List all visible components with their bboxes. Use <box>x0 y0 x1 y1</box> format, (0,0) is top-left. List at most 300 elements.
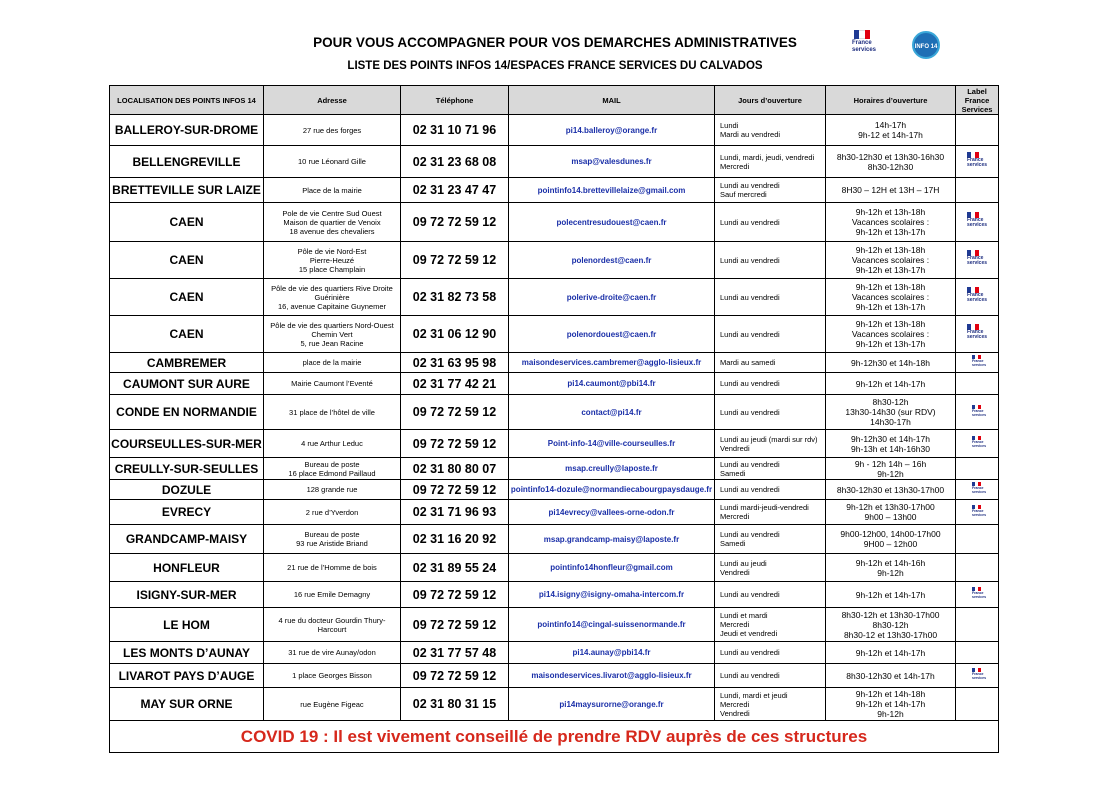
cell-jours <box>715 664 826 688</box>
text-line: 9h-12 et 14h-17h <box>858 130 923 140</box>
badge-text-line2: services <box>972 595 987 600</box>
cell-telephone: 09 72 72 59 12 <box>401 430 509 458</box>
text-line: Pierre-Heuzé <box>309 255 355 265</box>
cell-adresse <box>264 608 401 642</box>
text-line: 8h30-12h <box>872 397 909 407</box>
col-header-telephone: Téléphone <box>401 86 509 115</box>
text-line: 9h-12h et 13h-18h <box>855 207 926 217</box>
cell-localisation: GRANDCAMP-MAISY <box>110 525 264 554</box>
cell-telephone: 09 72 72 59 12 <box>401 480 509 500</box>
cell-adresse <box>264 115 401 146</box>
france-services-badge-icon <box>965 287 989 307</box>
text-line: Mercredi <box>720 699 750 709</box>
text-line: 8h30-12h30 et 13h30-17h00 <box>836 484 945 495</box>
text-line: 16 rue Emile Demagny <box>293 590 371 599</box>
text-line: Vendredi <box>720 708 750 718</box>
cell-label <box>956 554 999 582</box>
text-line: 9h-12h et 14h-16h <box>855 557 926 568</box>
cell-horaires <box>826 242 956 279</box>
badge-text-line1: France <box>972 591 984 596</box>
text-line: Vendredi <box>720 443 750 453</box>
text-line: 9h-12h et 13h-17h <box>855 227 926 237</box>
cell-label <box>956 458 999 480</box>
table-row <box>110 178 999 203</box>
text-line: 4 rue du docteur Gourdin Thury-Harcourt <box>278 615 386 634</box>
cell-telephone: 09 72 72 59 12 <box>401 664 509 688</box>
text-line: Lundi, mardi et jeudi <box>720 690 788 700</box>
table-row <box>110 430 999 458</box>
text-line: 5, rue Jean Racine <box>300 338 364 348</box>
cell-jours <box>715 279 826 316</box>
cell-jours <box>715 115 826 146</box>
cell-mail[interactable]: msap.creully@laposte.fr <box>509 458 715 480</box>
text-line: Lundi, mardi, jeudi, vendredi <box>720 152 815 162</box>
cell-jours <box>715 353 826 373</box>
text-line: Samedi <box>720 539 746 548</box>
text-line: Mardi au vendredi <box>720 130 781 139</box>
cell-mail[interactable]: polecentresudouest@caen.fr <box>509 203 715 242</box>
text-line: rue Eugène Figeac <box>300 699 364 709</box>
cell-mail[interactable]: pi14evrecy@vallees-orne-odon.fr <box>509 500 715 525</box>
text-line: Jeudi et vendredi <box>720 629 778 638</box>
cell-telephone: 02 31 16 20 92 <box>401 525 509 554</box>
text-line: 9h-12h et 14h-17h <box>855 589 926 600</box>
cell-mail[interactable]: maisondeservices.cambremer@agglo-lisieux.fr <box>509 353 715 373</box>
logo-text-line1: France <box>852 40 872 46</box>
table-row <box>110 608 999 642</box>
france-services-badge-icon <box>970 505 987 519</box>
france-services-badge-icon <box>970 355 987 369</box>
cell-jours <box>715 242 826 279</box>
cell-telephone: 09 72 72 59 12 <box>401 242 509 279</box>
france-services-badge-icon <box>965 250 989 270</box>
cell-mail[interactable]: polerive-droite@caen.fr <box>509 279 715 316</box>
cell-telephone: 02 31 80 31 15 <box>401 688 509 721</box>
cell-label <box>956 688 999 721</box>
badge-text-line1: France <box>972 486 984 491</box>
text-line: Mercredi <box>720 161 750 171</box>
cell-localisation: CAEN <box>110 203 264 242</box>
covid-row <box>110 721 999 753</box>
table-row <box>110 688 999 721</box>
cell-localisation: CAEN <box>110 279 264 316</box>
france-services-badge-icon <box>970 405 987 419</box>
cell-label <box>956 642 999 664</box>
flag-icon <box>854 30 870 39</box>
cell-jours <box>715 373 826 395</box>
cell-localisation: BALLEROY-SUR-DROME <box>110 115 264 146</box>
text-line: place de la mairie <box>302 358 362 367</box>
cell-label <box>956 242 999 279</box>
cell-horaires <box>826 525 956 554</box>
text-line: Mercredi <box>720 620 750 629</box>
text-line: Vacances scolaires : <box>851 329 930 339</box>
cell-localisation: CONDE EN NORMANDIE <box>110 395 264 430</box>
table-row <box>110 203 999 242</box>
badge-text-line2: services <box>972 363 987 368</box>
text-line: Maison de quartier de Venoix <box>283 217 381 227</box>
cell-jours <box>715 554 826 582</box>
text-line: 15 place Champlain <box>298 264 366 274</box>
cell-horaires <box>826 608 956 642</box>
cell-label <box>956 582 999 608</box>
cell-label <box>956 115 999 146</box>
cell-localisation: CREULLY-SUR-SEULLES <box>110 458 264 480</box>
cell-telephone: 09 72 72 59 12 <box>401 395 509 430</box>
text-line: 9h00 – 13h00 <box>864 512 917 522</box>
cell-jours <box>715 480 826 500</box>
cell-localisation: BRETTEVILLE SUR LAIZE <box>110 178 264 203</box>
cell-adresse <box>264 430 401 458</box>
cell-mail[interactable]: polenordouest@caen.fr <box>509 316 715 353</box>
badge-text-line1: France <box>972 508 984 513</box>
cell-telephone: 02 31 71 96 93 <box>401 500 509 525</box>
cell-horaires <box>826 582 956 608</box>
cell-telephone: 02 31 23 47 47 <box>401 178 509 203</box>
cell-adresse <box>264 525 401 554</box>
text-line: 9h-12h et 13h-17h <box>855 339 926 349</box>
table-header-row <box>110 86 999 115</box>
badge-text-line2: services <box>972 412 987 417</box>
table-row <box>110 480 999 500</box>
text-line: 16, avenue Capitaine Guynemer <box>278 301 386 311</box>
table-row <box>110 242 999 279</box>
text-line: 13h30-14h30 (sur RDV) <box>845 407 936 417</box>
cell-jours <box>715 146 826 178</box>
text-line: Lundi <box>720 121 739 130</box>
badge-text-line1: France <box>967 217 984 223</box>
cell-label <box>956 430 999 458</box>
cell-mail[interactable]: pi14maysurorne@orange.fr <box>509 688 715 721</box>
cell-adresse <box>264 279 401 316</box>
cell-horaires <box>826 642 956 664</box>
cell-label <box>956 500 999 525</box>
cell-adresse <box>264 500 401 525</box>
cell-horaires <box>826 203 956 242</box>
cell-jours <box>715 642 826 664</box>
text-line: 8h30-12h30 et 13h30-16h30 <box>836 151 945 162</box>
text-line: Lundi au vendredi <box>720 407 780 417</box>
cell-mail[interactable]: Point-info-14@ville-courseulles.fr <box>509 430 715 458</box>
text-line: Lundi au vendredi <box>720 671 780 680</box>
badge-text-line1: France <box>972 440 984 445</box>
text-line: Lundi au jeudi <box>720 558 767 568</box>
cell-mail[interactable]: contact@pi14.fr <box>509 395 715 430</box>
badge-text-line1: France <box>972 408 984 413</box>
cell-mail[interactable]: msap@valesdunes.fr <box>509 146 715 178</box>
cell-localisation: MAY SUR ORNE <box>110 688 264 721</box>
cell-telephone: 02 31 77 42 21 <box>401 373 509 395</box>
badge-text-line2: services <box>972 490 987 495</box>
point-info-14-logo <box>911 30 941 60</box>
col-header-adresse: Adresse <box>264 86 401 115</box>
cell-label <box>956 525 999 554</box>
cell-jours <box>715 458 826 480</box>
cell-localisation: ISIGNY-SUR-MER <box>110 582 264 608</box>
cell-horaires <box>826 316 956 353</box>
cell-horaires <box>826 279 956 316</box>
text-line: 9h-12h30 et 14h-17h <box>851 433 930 444</box>
badge-text-line2: services <box>967 161 988 168</box>
text-line: Lundi mardi-jeudi-vendredi <box>720 503 809 512</box>
cell-adresse <box>264 203 401 242</box>
text-line: 2 rue d’Yverdon <box>305 507 359 517</box>
table-row <box>110 146 999 178</box>
text-line: 9h - 12h 14h – 16h <box>854 458 927 469</box>
text-line: 9h-12h et 13h-18h <box>855 282 926 292</box>
text-line: 8h30-12h30 <box>867 161 914 172</box>
badge-text-line2: services <box>972 676 987 681</box>
text-line: 9h-13h et 14h-16h30 <box>851 443 930 454</box>
cell-mail[interactable]: msap.grandcamp-maisy@laposte.fr <box>509 525 715 554</box>
badge-text-line1: France <box>967 292 984 298</box>
cell-mail[interactable]: pointinfo14-dozule@normandiecabourgpaysdauge.fr <box>509 480 715 500</box>
cell-label <box>956 279 999 316</box>
cell-localisation: LE HOM <box>110 608 264 642</box>
text-line: Lundi au vendredi <box>720 329 780 339</box>
cell-label <box>956 664 999 688</box>
cell-horaires <box>826 115 956 146</box>
text-line: Lundi au vendredi <box>720 181 780 190</box>
badge-text-line1: France <box>967 156 984 163</box>
cell-mail[interactable]: pi14.caumont@pbi14.fr <box>509 373 715 395</box>
cell-adresse <box>264 316 401 353</box>
cell-localisation: EVRECY <box>110 500 264 525</box>
cell-label <box>956 395 999 430</box>
text-line: 9h-12h et 14h-17h <box>855 699 926 709</box>
cell-localisation: BELLENGREVILLE <box>110 146 264 178</box>
table-row <box>110 642 999 664</box>
col-header-jours: Jours d’ouverture <box>715 86 826 115</box>
page-subtitle: LISTE DES POINTS INFOS 14/ESPACES FRANCE SERVICES DU CALVADOS <box>347 60 763 72</box>
table-row <box>110 395 999 430</box>
cell-mail[interactable]: pi14.balleroy@orange.fr <box>509 115 715 146</box>
text-line: 18 avenue des chevaliers <box>289 226 375 236</box>
cell-telephone: 09 72 72 59 12 <box>401 203 509 242</box>
text-line: Vacances scolaires : <box>851 255 930 265</box>
cell-horaires <box>826 430 956 458</box>
text-line: Lundi au vendredi <box>720 530 780 539</box>
cell-telephone: 02 31 10 71 96 <box>401 115 509 146</box>
page-title: POUR VOUS ACCOMPAGNER POUR VOS DEMARCHES ADMINISTRATIVES <box>313 35 797 50</box>
text-line: Guérinière <box>314 292 350 302</box>
france-services-badge-icon <box>965 324 989 344</box>
cell-mail[interactable]: pointinfo14honfleur@gmail.com <box>509 554 715 582</box>
france-services-badge-icon <box>970 668 987 682</box>
cell-label <box>956 146 999 178</box>
text-line: 16 place Edmond Paillaud <box>288 468 376 478</box>
text-line: 14h-17h <box>874 120 907 130</box>
cell-localisation: COURSEULLES-SUR-MER <box>110 430 264 458</box>
text-line: 31 place de l’hôtel de ville <box>289 407 375 417</box>
text-line: Bureau de poste <box>304 459 360 469</box>
col-header-label: Label France Services <box>956 86 999 115</box>
cell-localisation: HONFLEUR <box>110 554 264 582</box>
cell-telephone: 02 31 82 73 58 <box>401 279 509 316</box>
table-row <box>110 373 999 395</box>
text-line: Lundi au vendredi <box>720 459 780 469</box>
france-services-badge-icon <box>965 212 989 232</box>
text-line: 4 rue Arthur Leduc <box>301 439 363 448</box>
text-line: Lundi au vendredi <box>720 590 780 599</box>
text-line: 93 rue Aristide Briand <box>296 539 368 548</box>
cell-label <box>956 316 999 353</box>
cell-horaires <box>826 554 956 582</box>
cell-label <box>956 608 999 642</box>
cell-horaires <box>826 353 956 373</box>
cell-label <box>956 203 999 242</box>
cell-jours <box>715 608 826 642</box>
text-line: 9h-12h <box>877 567 904 578</box>
text-line: 10 rue Léonard Gille <box>298 157 366 166</box>
text-line: Mercredi <box>720 512 750 521</box>
text-line: Mairie Caumont l’Eventé <box>291 379 373 388</box>
text-line: Pôle de vie Nord-Est <box>297 246 367 256</box>
badge-text-line2: services <box>972 444 987 449</box>
cell-adresse <box>264 146 401 178</box>
text-line: Place de la mairie <box>302 185 362 195</box>
logo-pi-label: INFO 14 <box>914 44 938 50</box>
cell-mail[interactable]: pi14.aunay@pbi14.fr <box>509 642 715 664</box>
table-body <box>110 115 999 721</box>
col-header-horaires: Horaires d’ouverture <box>826 86 956 115</box>
cell-adresse <box>264 395 401 430</box>
france-services-badge-icon <box>970 482 987 496</box>
cell-mail[interactable]: maisondeservices.livarot@agglo-lisieux.fr <box>509 664 715 688</box>
text-line: 8h30-12h <box>872 619 909 630</box>
table-row <box>110 582 999 608</box>
text-line: 9h-12h et 13h-17h <box>855 302 926 312</box>
text-line: 9h-12h et 14h-17h <box>855 647 926 658</box>
text-line: Lundi au vendredi <box>720 648 780 657</box>
badge-text-line1: France <box>972 359 984 364</box>
text-line: 9h-12h <box>877 709 904 719</box>
text-line: Vacances scolaires : <box>851 292 930 302</box>
text-line: 27 rue des forges <box>302 125 362 135</box>
logo-text-line2: services <box>852 47 877 53</box>
table-row <box>110 664 999 688</box>
text-line: Pôle de vie des quartiers Rive Droite <box>271 283 393 293</box>
badge-text-line2: services <box>967 222 988 228</box>
cell-jours <box>715 582 826 608</box>
text-line: 1 place Georges Bisson <box>292 671 372 680</box>
badge-text-line2: services <box>967 334 988 340</box>
table-row <box>110 500 999 525</box>
cell-horaires <box>826 480 956 500</box>
cell-adresse <box>264 178 401 203</box>
cell-horaires <box>826 395 956 430</box>
badge-text-line2: services <box>967 260 988 266</box>
cell-label <box>956 480 999 500</box>
text-line: 9h-12h et 14h-18h <box>855 689 926 699</box>
cell-horaires <box>826 500 956 525</box>
text-line: Vacances scolaires : <box>851 217 930 227</box>
cell-localisation: LIVAROT PAYS D’AUGE <box>110 664 264 688</box>
france-services-logo <box>852 30 882 60</box>
cell-label <box>956 178 999 203</box>
text-line: 9h-12h et 13h30-17h00 <box>846 502 935 512</box>
cell-telephone: 02 31 06 12 90 <box>401 316 509 353</box>
text-line: 9h-12h30 et 14h-18h <box>851 357 930 368</box>
cell-jours <box>715 688 826 721</box>
cell-mail[interactable]: pointinfo14.brettevillelaize@gmail.com <box>509 178 715 203</box>
cell-horaires <box>826 146 956 178</box>
text-line: Vendredi <box>720 567 750 577</box>
cell-mail[interactable]: pointinfo14@cingal-suissenormande.fr <box>509 608 715 642</box>
text-line: Lundi et mardi <box>720 611 768 620</box>
covid-notice: COVID 19 : Il est vivement conseillé de prendre RDV auprès de ces structures <box>110 721 999 753</box>
cell-telephone: 02 31 80 80 07 <box>401 458 509 480</box>
cell-horaires <box>826 178 956 203</box>
text-line: Lundi au vendredi <box>720 485 780 494</box>
cell-jours <box>715 395 826 430</box>
cell-horaires <box>826 373 956 395</box>
text-line: Lundi au vendredi <box>720 379 780 388</box>
text-line: Samedi <box>720 468 746 478</box>
cell-adresse <box>264 242 401 279</box>
text-line: 9h-12h et 13h-18h <box>855 319 926 329</box>
france-services-badge-icon <box>965 152 989 172</box>
cell-jours <box>715 316 826 353</box>
cell-adresse <box>264 642 401 664</box>
text-line: Bureau de poste <box>304 530 360 539</box>
cell-telephone: 02 31 23 68 08 <box>401 146 509 178</box>
text-line: 9h00-12h00, 14h00-17h00 <box>840 529 941 539</box>
cell-horaires <box>826 688 956 721</box>
text-line: Pole de vie Centre Sud Ouest <box>282 208 382 218</box>
table-row <box>110 458 999 480</box>
cell-label <box>956 373 999 395</box>
text-line: 128 grande rue <box>306 485 358 494</box>
cell-telephone: 09 72 72 59 12 <box>401 582 509 608</box>
text-line: Lundi au vendredi <box>720 255 780 265</box>
cell-adresse <box>264 458 401 480</box>
cell-mail[interactable]: polenordest@caen.fr <box>509 242 715 279</box>
cell-horaires <box>826 458 956 480</box>
badge-text-line1: France <box>967 255 984 261</box>
badge-text-line2: services <box>972 512 987 517</box>
cell-localisation: CAMBREMER <box>110 353 264 373</box>
cell-localisation: CAUMONT SUR AURE <box>110 373 264 395</box>
text-line: Mardi au samedi <box>720 358 776 367</box>
table-row <box>110 525 999 554</box>
cell-adresse <box>264 480 401 500</box>
table-row <box>110 279 999 316</box>
cell-jours <box>715 203 826 242</box>
cell-telephone: 02 31 77 57 48 <box>401 642 509 664</box>
cell-jours <box>715 525 826 554</box>
cell-telephone: 02 31 63 95 98 <box>401 353 509 373</box>
cell-jours <box>715 430 826 458</box>
text-line: 9h-12h et 13h-18h <box>855 245 926 255</box>
cell-mail[interactable]: pi14.isigny@isigny-omaha-intercom.fr <box>509 582 715 608</box>
text-line: 9h-12h <box>877 468 904 479</box>
cell-localisation: CAEN <box>110 242 264 279</box>
text-line: Lundi au vendredi <box>720 217 780 227</box>
cell-adresse <box>264 353 401 373</box>
france-services-badge-icon <box>970 436 987 450</box>
cell-jours <box>715 500 826 525</box>
text-line: 8h30-12 et 13h30-17h00 <box>843 629 938 640</box>
text-line: 8h30-12h et 13h30-17h00 <box>841 609 940 620</box>
badge-text-line2: services <box>967 297 988 303</box>
text-line: Lundi au jeudi (mardi sur rdv) <box>720 434 818 444</box>
cell-telephone: 09 72 72 59 12 <box>401 608 509 642</box>
cell-adresse <box>264 582 401 608</box>
cell-localisation: CAEN <box>110 316 264 353</box>
col-header-localisation: LOCALISATION DES POINTS INFOS 14 <box>110 86 264 115</box>
text-line: 8H30 – 12H et 13H – 17H <box>841 185 940 195</box>
